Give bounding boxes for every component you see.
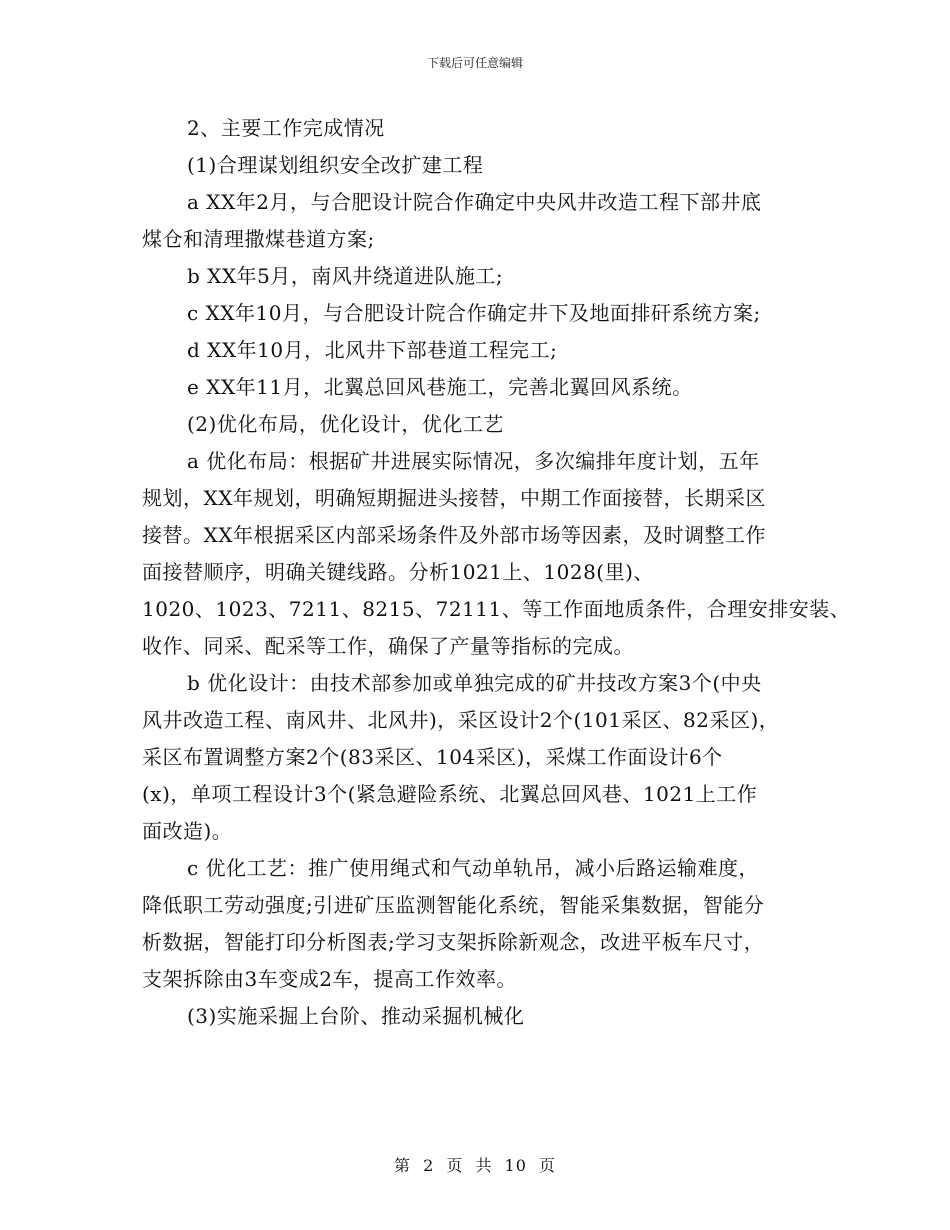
paragraph-line: (x)，单项工程设计3个(紧急避险系统、北翼总回风巷、1021上工作 bbox=[142, 782, 758, 806]
subsection-heading: (3)实施采掘上台阶、推动采掘机械化 bbox=[187, 1004, 525, 1028]
section-heading: 2、主要工作完成情况 bbox=[187, 116, 385, 140]
paragraph-line: 煤仓和清理撒煤巷道方案; bbox=[142, 227, 375, 251]
paragraph-line: 收作、同采、配采等工作，确保了产量等指标的完成。 bbox=[142, 634, 634, 658]
page-number-footer: 第 2 页 共 10 页 bbox=[394, 1156, 556, 1175]
paragraph-line: d XX年10月，北风井下部巷道工程完工; bbox=[187, 338, 558, 362]
paragraph-line: a XX年2月，与合肥设计院合作确定中央风井改造工程下部井底 bbox=[187, 190, 762, 214]
paragraph-line: e XX年11月，北翼总回风巷施工，完善北翼回风系统。 bbox=[187, 375, 693, 399]
paragraph-line: b XX年5月，南风井绕道进队施工; bbox=[187, 264, 504, 288]
paragraph-line: 降低职工劳动强度;引进矿压监测智能化系统，智能采集数据，智能分 bbox=[142, 893, 765, 917]
paragraph-line: a 优化布局：根据矿井进展实际情况，多次编排年度计划，五年 bbox=[187, 449, 760, 473]
paragraph-line: 析数据，智能打印分析图表;学习支架拆除新观念，改进平板车尺寸， bbox=[142, 930, 765, 954]
paragraph-line: c 优化工艺：推广使用绳式和气动单轨吊，减小后路运输难度， bbox=[187, 856, 760, 880]
paragraph-line: 规划，XX年规划，明确短期掘进头接替，中期工作面接替，长期采区 bbox=[142, 486, 766, 510]
paragraph-line: b 优化设计：由技术部参加或单独完成的矿井技改方案3个(中央 bbox=[187, 671, 762, 695]
subsection-heading: (2)优化布局，优化设计，优化工艺 bbox=[187, 412, 504, 436]
paragraph-line: c XX年10月，与合肥设计院合作确定井下及地面排矸系统方案; bbox=[187, 301, 761, 325]
paragraph-line: 1020、1023、7211、8215、72111、等工作面地质条件，合理安排安装、 bbox=[142, 597, 851, 621]
paragraph-line: 接替。XX年根据采区内部采场条件及外部市场等因素，及时调整工作 bbox=[142, 523, 766, 547]
paragraph-line: 风井改造工程、南风井、北风井)，采区设计2个(101采区、82采区)， bbox=[142, 708, 780, 732]
subsection-heading: (1)合理谋划组织安全改扩建工程 bbox=[187, 153, 484, 177]
paragraph-line: 面改造)。 bbox=[142, 819, 233, 843]
page-header-note: 下载后可任意编辑 bbox=[426, 56, 523, 70]
paragraph-line: 面接替顺序，明确关键线路。分析1021上、1028(里)、 bbox=[142, 560, 654, 584]
document-body bbox=[142, 110, 851, 1035]
paragraph-line: 支架拆除由3车变成2车，提高工作效率。 bbox=[142, 967, 517, 991]
paragraph-line: 采区布置调整方案2个(83采区、104采区)，采煤工作面设计6个 bbox=[142, 745, 723, 769]
